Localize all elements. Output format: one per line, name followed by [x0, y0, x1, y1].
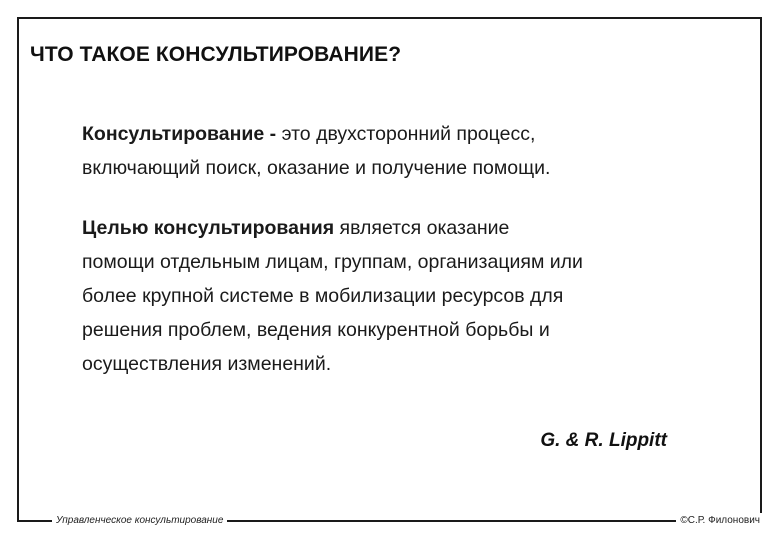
definition-line-1 — [82, 117, 722, 151]
goal-line-5: осуществления изменений. — [82, 353, 332, 375]
definition-line-2: включающий поиск, оказание и получение помощи. — [82, 157, 551, 179]
goal-line-1-text: является оказание — [334, 217, 510, 239]
goal-line-2: помощи отдельным лицам, группам, организациям или — [82, 251, 583, 273]
goal-term: Целью консультирования — [82, 217, 335, 239]
footer-copyright: ©С.Р. Филонович — [676, 513, 764, 529]
slide-title: ЧТО ТАКОЕ КОНСУЛЬТИРОВАНИЕ? — [30, 43, 402, 66]
definition-line-1-text: это двухсторонний процесс, — [276, 123, 536, 145]
slide-content — [82, 117, 722, 381]
definition-paragraph — [82, 117, 722, 185]
definition-term: Консультирование - — [82, 123, 277, 145]
goal-line-3: более крупной системе в мобилизации ресурсов для — [82, 285, 564, 307]
goal-paragraph — [82, 211, 722, 381]
attribution: G. & R. Lippitt — [540, 430, 667, 451]
goal-line-1 — [82, 211, 722, 245]
footer-course-title: Управленческое консультирование — [52, 513, 227, 529]
goal-line-4: решения проблем, ведения конкурентной борьбы и — [82, 319, 550, 341]
